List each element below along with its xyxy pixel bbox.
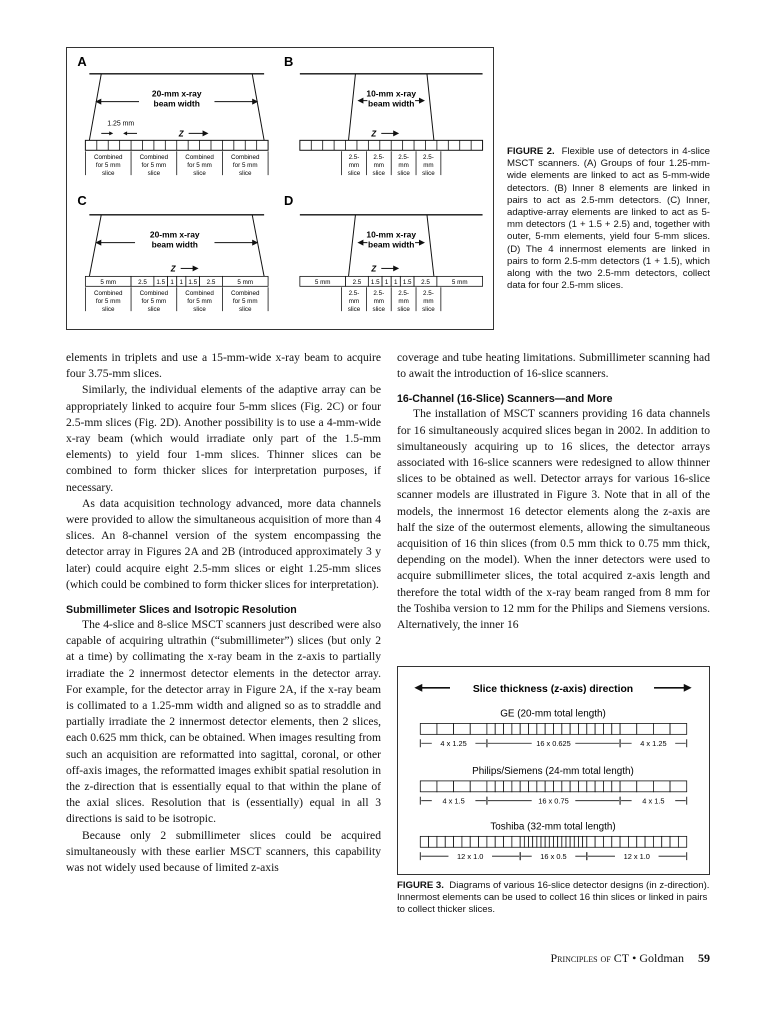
detector-element: [653, 723, 670, 734]
detector-element: [583, 836, 587, 847]
figure-2-caption-label: FIGURE 2.: [507, 146, 555, 157]
figure-2: [66, 47, 494, 330]
detector-element: [479, 836, 487, 847]
panel-c-slice-label: for 5 mm: [95, 298, 121, 306]
panel-b: [284, 54, 483, 177]
detector-element: [670, 781, 687, 792]
dimension-label: 16 x 0.5: [540, 852, 567, 862]
left-paragraph-1: elements in triplets and use a 15-mm-wide x-ray beam to acquire four 3.75-mm slices.: [66, 351, 381, 381]
panel-a-element-size: 1.25 mm: [107, 120, 135, 128]
detector-element: [603, 723, 611, 734]
detector-element: [570, 723, 578, 734]
panel-c-z-label: Z: [170, 264, 176, 274]
panel-b-slice-label: 2.5-: [423, 154, 434, 162]
panel-a: [77, 54, 268, 177]
detector-element: [595, 836, 603, 847]
section-heading-16-channel: 16-Channel (16-Slice) Scanners—and More: [397, 393, 613, 406]
panel-c-slice-labels: [85, 287, 268, 313]
panel-c-slice-label: Combined: [93, 290, 123, 298]
detector-element: [420, 723, 437, 734]
detector-element: [445, 836, 453, 847]
detector-element: [487, 723, 495, 734]
detector-element: [545, 723, 553, 734]
detector-element: [529, 836, 533, 847]
array-title: GE (20-mm total length): [500, 708, 606, 720]
array-title: Philips/Siemens (24-mm total length): [472, 765, 634, 777]
detector-element: [670, 836, 678, 847]
detector-element: [620, 723, 637, 734]
figure-3: [397, 666, 710, 875]
panel-a-slice-label: slice: [101, 170, 115, 178]
detector-element: [537, 723, 545, 734]
detector-element: [562, 836, 566, 847]
detector-element: [587, 723, 595, 734]
right-paragraph-1: coverage and tube heating limitations. Submillimeter scanning had to await the introduction of 16-slice scanners.: [397, 351, 710, 381]
page-footer: [500, 951, 710, 966]
panel-d-slice-label: 2.5-: [348, 290, 360, 298]
panel-d-adaptive-array: [300, 276, 483, 286]
detector-element: [512, 723, 520, 734]
detector-element: [470, 836, 478, 847]
panel-c-beam-line1: 20-mm x-ray: [149, 229, 200, 240]
panel-a-slice-label: slice: [147, 170, 161, 178]
detector-element: [578, 836, 582, 847]
left-paragraph-5: Because only 2 submillimeter slices could be acquired simultaneously with these earlier MSCT scanners, this capability was not widely used because of limited z-axis: [66, 828, 381, 875]
dimension-label: 4 x 1.5: [442, 796, 465, 806]
left-column: [66, 350, 381, 876]
detector-element: [570, 781, 578, 792]
panel-d-slice-label: mm: [423, 298, 434, 306]
detector-element: [637, 781, 654, 792]
dimension-label: 16 x 0.625: [536, 739, 571, 749]
panel-c-element-label: 1.5: [188, 278, 198, 286]
detector-element: [470, 723, 487, 734]
panel-c-beam-line2: beam width: [151, 239, 198, 250]
detector-element: [612, 723, 620, 734]
panel-c-slice-label: slice: [238, 306, 252, 314]
panel-c-element-label: 2.5: [138, 278, 147, 286]
panel-d-slice-label: slice: [397, 306, 410, 314]
panel-d-slice-label: mm: [348, 298, 360, 306]
detector-element: [562, 781, 570, 792]
detector-element: [678, 836, 686, 847]
panel-d-slice-label: 2.5-: [398, 290, 410, 298]
detector-element: [545, 781, 553, 792]
detector-element: [495, 836, 503, 847]
right-column: [397, 350, 710, 633]
detector-element: [578, 723, 586, 734]
panel-d-element-label: 5 mm: [314, 278, 331, 286]
panel-a-beam-line1: 20-mm x-ray: [151, 88, 202, 99]
detector-element: [628, 836, 636, 847]
figure-3-caption-text: Diagrams of various 16-slice detector designs (in z-direction). Innermost elements can be used to collect 16 thin slices or linked in pairs to collect thicker slices.: [397, 880, 710, 916]
panel-d-slice-label: slice: [422, 306, 435, 314]
detector-element: [603, 836, 611, 847]
panel-c-element-label: 5 mm: [100, 278, 117, 286]
panel-c-slice-label: slice: [147, 306, 161, 314]
left-paragraph-4: The 4-slice and 8-slice MSCT scanners just described were also capable of acquiring ultrathin (“submillimeter”) slices (but only 2 at a time) by collimating the x-ray beam in the z-axis to partially irradiate the 2 innermost detector elements in the detector array. For example, for the detector array in Figure 2A, if the x-ray beam is collimated to a 1.25-mm width and aligned so as to straddle and partially irradiate the 2 innermost detector elements, then 2 slices, each 0.625 mm thick, can be obtained. When images resulting from such an acquisition are reformatted into sagittal, coronal, or other off-axis images, the reformatted images exhibit spatial resolution in the z-direction that is essentially equal to that within the plane of the axial slices. Resolution that is (essentially) equal in all 3 directions is said to be isotropic.: [66, 618, 381, 826]
panel-a-slice-labels: [85, 151, 268, 177]
detector-element: [612, 781, 620, 792]
detector-element: [454, 836, 462, 847]
left-paragraph-3: As data acquisition technology advanced, more data channels were provided to allow the simultaneous acquisition of more than 4 slices. An 8-channel version of the system encompassing the detector array in Figures 2A and 2B (introduced approximately 3 y later) could acquire eight 2.5-mm slices or eight 1.25-mm slices (which could be combined to form thicker slices for interpretation).: [66, 496, 381, 591]
detector-element: [524, 836, 528, 847]
detector-element: [529, 781, 537, 792]
detector-element: [595, 781, 603, 792]
detector-element: [566, 836, 570, 847]
detector-element: [612, 836, 620, 847]
detector-element: [520, 723, 528, 734]
detector-element: [487, 781, 495, 792]
detector-element: [645, 836, 653, 847]
detector-element: [437, 781, 454, 792]
panel-d-beam-line1: 10-mm x-ray: [366, 229, 417, 240]
panel-d-slice-label: mm: [373, 298, 385, 306]
detector-element: [587, 781, 595, 792]
panel-d-element-label: 1: [394, 278, 398, 286]
panel-c-slice-label: slice: [101, 306, 115, 314]
panel-c-slice-label: for 5 mm: [232, 298, 258, 306]
panel-b-slice-labels: [342, 151, 441, 177]
detector-element: [637, 723, 654, 734]
detector-element: [437, 836, 445, 847]
panel-b-slice-label: 2.5-: [398, 154, 410, 162]
panel-a-slice-label: Combined: [185, 154, 214, 162]
detector-element: [653, 781, 670, 792]
detector-element: [554, 723, 562, 734]
detector-element: [587, 836, 595, 847]
array-title: Toshiba (32-mm total length): [490, 821, 616, 833]
panel-d-element-label: 1.5: [402, 278, 412, 286]
panel-b-slice-label: mm: [373, 162, 385, 170]
panel-a-letter: A: [77, 53, 87, 69]
detector-element: [454, 723, 471, 734]
panel-b-beam-line1: 10-mm x-ray: [366, 88, 417, 99]
panel-c-adaptive-array: [85, 276, 268, 286]
detector-element: [558, 836, 562, 847]
panel-c-element-label: 1: [179, 278, 184, 286]
detector-element: [595, 723, 603, 734]
panel-d: [284, 193, 483, 313]
panel-d-element-label: 2.5: [421, 278, 430, 286]
detector-element: [533, 836, 537, 847]
panel-b-slice-label: slice: [347, 170, 361, 178]
panel-a-slice-label: slice: [193, 170, 206, 178]
panel-d-z-label: Z: [371, 264, 377, 274]
section-heading-submillimeter: Submillimeter Slices and Isotropic Resolution: [66, 604, 297, 617]
detector-element: [554, 836, 558, 847]
panel-a-slice-label: for 5 mm: [187, 162, 212, 170]
panel-b-beam-line2: beam width: [368, 98, 415, 109]
panel-c-slice-label: Combined: [139, 290, 169, 298]
panel-c-slice-label: Combined: [185, 290, 214, 298]
detector-element: [495, 781, 503, 792]
detector-element: [537, 781, 545, 792]
dimension-label: 4 x 1.25: [440, 739, 467, 749]
detector-element: [470, 781, 487, 792]
detector-element: [504, 781, 512, 792]
panel-b-slice-label: 2.5-: [373, 154, 385, 162]
detector-element: [603, 781, 611, 792]
panel-a-slice-label: Combined: [139, 154, 169, 162]
dimension-label: 4 x 1.25: [640, 739, 667, 749]
left-paragraph-2: Similarly, the individual elements of the adaptive array can be appropriately linked to acquire four 5-mm slices (Fig. 2C) or four 2.5-mm slices (Fig. 2D). Another possibility is to use a 4-mm-wide x-ray beam (which would irradiate only part of the 1.5-mm elements) to yield four 1-mm slices. Thinner slices can be combined to form thicker slices for interpretation purposes, if necessary.: [66, 383, 381, 494]
detector-element: [662, 836, 670, 847]
figure-3-caption: [397, 880, 710, 917]
detector-element: [537, 836, 541, 847]
panel-d-element-label: 5 mm: [451, 278, 468, 286]
panel-a-slice-label: Combined: [93, 154, 123, 162]
panel-d-letter: D: [283, 192, 294, 208]
right-paragraph-2: The installation of MSCT scanners providing 16 data channels for 16 simultaneously acquired slices began in 2002. In addition to simultaneously acquiring up to 16 slices, the detector arrays associated with 16-slice scanners were redesigned to allow thinner slices to be obtained as well. Detector arrays for various 16-slice scanner models are illustrated in Figure 3. Note that in all of the models, the innermost 16 detector elements along the z-axis are half the size of the outermost elements, allowing the simultaneous acquisition of 16 thin slices (from 0.5 mm thick to 0.75 mm thick, depending on the model). When the inner detectors were used to acquire submillimeter slices, the total acquired z-axis length and therefore the total width of the x-ray beam ranged from 8 mm for the Toshiba version to 12 mm for the Philips and Siemens versions. Alternatively, the inner 16: [397, 407, 710, 632]
detector-element: [420, 781, 437, 792]
detector-element: [549, 836, 553, 847]
panel-c-slice-label: slice: [193, 306, 206, 314]
detector-element: [554, 781, 562, 792]
detector-element: [495, 723, 503, 734]
detector-element: [653, 836, 661, 847]
detector-element: [462, 836, 470, 847]
panel-a-slice-label: slice: [238, 170, 252, 178]
detector-element: [520, 781, 528, 792]
panel-d-element-label: 2.5: [352, 278, 362, 286]
panel-d-slice-label: slice: [347, 306, 361, 314]
detector-element: [504, 836, 512, 847]
dimension-label: 4 x 1.5: [642, 796, 665, 806]
figure-2-caption: [507, 146, 710, 292]
direction-label: Slice thickness (z-axis) direction: [472, 683, 634, 695]
detector-element: [637, 836, 645, 847]
panel-b-slice-label: mm: [423, 162, 434, 170]
panel-c-element-label: 2.5: [206, 278, 216, 286]
panel-a-slice-label: for 5 mm: [232, 162, 258, 170]
detector-element: [512, 781, 520, 792]
panel-d-element-label: 1: [384, 278, 389, 286]
detector-arrays: [420, 709, 686, 862]
panel-c-slice-label: Combined: [230, 290, 260, 298]
detector-element: [670, 723, 687, 734]
panel-c-letter: C: [77, 192, 87, 208]
panel-d-slice-label: 2.5-: [373, 290, 385, 298]
panel-b-slice-label: slice: [397, 170, 410, 178]
panel-a-slice-label: for 5 mm: [95, 162, 121, 170]
figure-2-caption-text: Flexible use of detectors in 4-slice MSCT scanners. (A) Groups of four 1.25-mm-wide elements are linked to act as 5-mm-wide detectors. (B) Inner 8 elements are linked in pairs to act as 2.5-mm detectors. (C) Inner, adaptive-array elements are linked to act as 5-mm detectors (1 + 1.5 + 2.5) and, together with outer, 5-mm elements, yield four 5-mm slices. (D) The 4 innermost elements are linked in pairs to form 2.5-mm detectors (1 + 1.5), which along with the two 2.5-mm detectors, collect data for four 2.5-mm slices.: [507, 146, 710, 292]
dimension-label: 12 x 1.0: [623, 852, 650, 862]
panel-a-slice-label: Combined: [230, 154, 260, 162]
panel-d-slice-labels: [342, 287, 441, 313]
direction-indicator: [414, 684, 691, 695]
panel-d-slice-label: slice: [372, 306, 386, 314]
panel-a-slice-label: for 5 mm: [141, 162, 167, 170]
panel-b-slice-label: mm: [348, 162, 360, 170]
panel-b-slice-label: slice: [372, 170, 386, 178]
detector-element: [529, 723, 537, 734]
panel-d-slice-label: mm: [398, 298, 409, 306]
dimension-label: 12 x 1.0: [457, 852, 484, 862]
detector-element: [512, 836, 520, 847]
panel-c: [77, 193, 268, 313]
panel-b-slice-label: mm: [398, 162, 409, 170]
figure-3-caption-label: FIGURE 3.: [397, 880, 444, 891]
panel-a-beam-line2: beam width: [153, 98, 200, 109]
detector-element: [570, 836, 574, 847]
detector-element: [429, 836, 437, 847]
detector-element: [574, 836, 578, 847]
author-name: Goldman: [639, 951, 684, 965]
detector-element: [454, 781, 471, 792]
detector-element: [487, 836, 495, 847]
panel-d-slice-label: 2.5-: [423, 290, 434, 298]
panel-c-slice-label: for 5 mm: [141, 298, 167, 306]
detector-element: [520, 836, 524, 847]
running-head: Principles of CT: [550, 951, 630, 965]
detector-element: [620, 836, 628, 847]
detector-element: [620, 781, 637, 792]
dimension-label: 16 x 0.75: [538, 796, 569, 806]
footer-separator: •: [632, 951, 637, 965]
panel-c-element-label: 5 mm: [237, 278, 254, 286]
panel-c-element-label: 1: [170, 278, 174, 286]
detector-element: [437, 723, 454, 734]
detector-element: [562, 723, 570, 734]
figure-3-diagram: [398, 667, 709, 874]
panel-b-slice-label: 2.5-: [348, 154, 360, 162]
panel-d-element-label: 1.5: [370, 278, 380, 286]
detector-element: [578, 781, 586, 792]
panel-b-letter: B: [283, 53, 294, 69]
detector-element: [541, 836, 545, 847]
panel-b-z-label: Z: [371, 129, 377, 139]
detector-element: [545, 836, 549, 847]
panel-c-slice-label: for 5 mm: [187, 298, 212, 306]
page-number: 59: [698, 951, 710, 965]
detector-element: [420, 836, 428, 847]
figure-2-diagram: [67, 48, 493, 329]
detector-element: [504, 723, 512, 734]
panel-d-beam-line2: beam width: [368, 239, 415, 250]
panel-b-slice-label: slice: [422, 170, 435, 178]
panel-c-element-label: 1.5: [156, 278, 166, 286]
panel-a-z-label: Z: [178, 129, 184, 139]
